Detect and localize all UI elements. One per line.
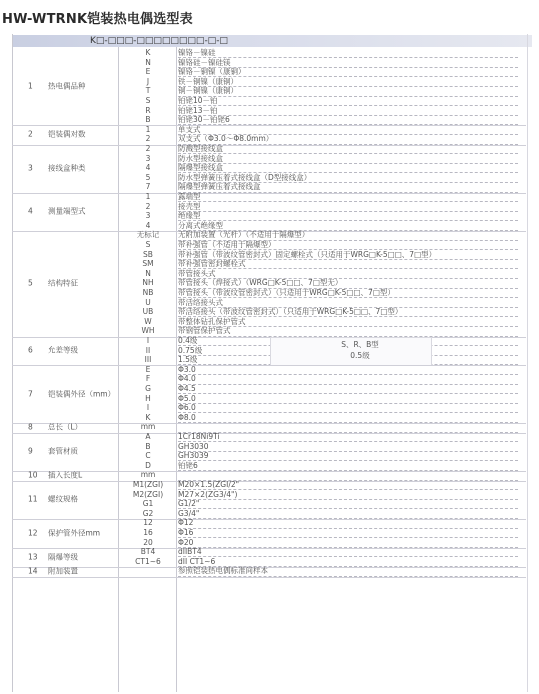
option-description: Φ5.0 [178,393,196,403]
option-code: J [146,76,150,86]
option-code: N [145,57,151,67]
option-code: E [145,67,151,77]
group-divider [12,433,526,434]
option-code: CT1~6 [135,556,161,566]
group-number: 1 [28,81,33,91]
group-name: 接线盒种类 [48,163,86,173]
group-divider [12,145,526,146]
option-description: 带补强管（带波纹管密封式）固定螺栓式（只适用于WRG□K-5□□、7□型） [178,249,437,259]
option-code: 3 [145,211,151,221]
option-code: G1 [142,499,154,509]
option-code: A [145,432,151,441]
group-number: 8 [28,422,33,432]
dashed-row-line [178,105,518,106]
option-code: G [145,384,151,393]
option-description: GH3039 [178,451,209,461]
option-description: Φ6.0 [178,403,196,413]
group-name: 套管材质 [48,446,78,456]
group-name: 螺纹规格 [48,494,78,504]
option-description: 带活络接头式 [178,297,223,307]
option-code: U [145,297,151,307]
group-divider [12,481,526,482]
option-description: 无附加装置（光杆）（不适用于隔爆型） [178,230,310,240]
option-code: M2(ZGI) [132,489,164,499]
dashed-row-line [178,201,518,202]
option-code: N [145,268,151,278]
model-code-header: K□-□□□-□□□□□□□□-□-□ [90,36,228,46]
group-number: 10 [28,470,38,480]
option-code: 无标记 [136,230,160,240]
group-number: 5 [28,278,33,288]
option-code: B [145,441,151,451]
dashed-row-line [178,528,518,529]
option-description: Φ20 [178,537,194,547]
option-description: 带钢管保护管式 [178,326,231,336]
option-code: E [145,364,151,374]
option-description: 接壳型 [178,201,201,211]
option-code: 3 [145,153,151,163]
group-divider [12,471,526,472]
group-number: 14 [28,566,38,576]
dashed-row-line [178,403,518,404]
option-description: 铂铑6 [178,460,198,470]
option-code: 2 [145,134,151,144]
option-description: 1Cr18Ni9Ti [178,432,220,441]
option-description: 镍铬－镍硅 [178,48,216,57]
dashed-row-line [178,508,518,509]
group-name: 结构特征 [48,278,78,288]
dashed-row-line [178,441,518,442]
group-divider [12,125,526,126]
group-divider [12,423,526,424]
tolerance-note: S、R、B型 [341,340,379,349]
group-number: 13 [28,552,38,562]
dashed-row-line [178,384,518,385]
option-description: 0.75级 [178,345,203,355]
group-name: 测量端型式 [48,206,86,216]
option-description: 分离式绝缘型 [178,220,223,230]
option-code: 4 [145,163,151,173]
option-code: 2 [145,201,151,211]
group-divider [12,519,526,520]
dashed-row-line [178,393,518,394]
option-description: 1.5级 [178,355,198,365]
option-description: 带整体钻孔保护管式 [178,316,246,326]
dashed-row-line [178,537,518,538]
option-description: Φ16 [178,528,194,537]
option-code: 4 [145,220,151,230]
option-code: mm [140,470,156,480]
option-code: 2 [145,144,151,153]
option-code: M1(ZGI) [132,480,164,489]
group-number: 2 [28,129,33,139]
option-description: Φ8.0 [178,412,196,422]
option-description: 带管接头（焊接式）（WRG□K-5□□、7□型无） [178,278,343,288]
option-description: 0.4级 [178,336,198,345]
option-code: BT4 [140,547,156,557]
option-description: G1/2" [178,499,200,509]
dashed-row-line [178,268,518,269]
option-code: T [145,86,151,96]
option-code: 7 [145,182,151,192]
option-description: 带活络接头（带波纹管密封式）（只适用于WRG□K-5□□、7□型） [178,307,403,317]
dashed-row-line [178,153,518,154]
group-number: 9 [28,446,33,456]
option-description: Φ12 [178,518,194,528]
option-code: UB [142,307,154,317]
option-description: Φ4.0 [178,374,196,384]
dashed-row-line [178,412,518,413]
option-code: NB [142,288,154,297]
option-description: M27×2(ZG3/4") [178,489,238,499]
group-divider [12,365,526,366]
group-number: 12 [28,528,38,538]
option-description: Φ4.5 [178,384,196,393]
option-code: C [145,451,151,461]
option-code: S [145,96,151,105]
option-description: 参照铠装热电偶标准间样本 [178,566,268,576]
option-code: I [146,336,150,345]
option-description: 防水型弹簧压着式接线盒（D型接线盒） [178,172,312,182]
option-code: K [145,412,151,422]
option-code: D [145,460,151,470]
dashed-row-line [178,96,518,97]
option-code: NH [142,278,154,288]
group-name: 附加装置 [48,566,78,576]
option-code: SM [142,259,154,269]
option-description: 铂铑13－铂 [178,105,218,115]
option-code: I [146,403,150,413]
dashed-row-line [178,451,518,452]
group-divider [12,577,526,578]
group-name: 总长（L） [48,422,83,432]
group-name: 热电偶品种 [48,81,86,91]
dashed-row-line [178,374,518,375]
option-description: 带管接头式 [178,268,216,278]
option-description: 单支式 [178,124,201,134]
option-code: S [145,240,151,249]
group-divider [12,337,526,338]
option-description: dII CT1~6 [178,556,216,566]
option-description: 铂铑30－铂铑6 [178,115,230,125]
option-description: 露端型 [178,192,201,201]
option-code: W [144,316,152,326]
option-code: 16 [143,528,153,537]
group-divider [12,193,526,194]
dashed-row-line [178,220,518,221]
group-number: 6 [28,345,33,355]
option-code: B [145,115,151,125]
option-description: 铂铑10－铂 [178,96,218,105]
option-code: G2 [142,508,154,518]
option-code: 12 [143,518,153,528]
dashed-row-line [178,163,518,164]
option-code: mm [140,422,156,432]
option-code: II [145,345,151,355]
option-description: dIIBT4 [178,547,202,557]
option-description: 双支式（Φ3.0～Φ8.0mm） [178,134,274,144]
page-title: HW-WTRNK铠装热电偶选型表 [2,12,193,27]
option-code: 1 [145,192,151,201]
group-name: 隔爆等级 [48,552,78,562]
option-code: 20 [143,537,153,547]
option-description: Φ3.0 [178,364,196,374]
group-name: 保护管外径mm [48,528,101,538]
option-code: WH [141,326,155,336]
option-code: F [145,374,151,384]
option-code: 1 [145,124,151,134]
option-description: 镍铬－铜镍（康铜） [178,67,246,77]
dashed-row-line [178,460,518,461]
group-name: 铠装偶外径（mm） [48,389,116,399]
group-number: 7 [28,389,33,399]
group-name: 铠装偶对数 [48,129,86,139]
option-description: 隔爆型接线盒 [178,163,223,173]
group-name: 插入长度L [48,470,83,480]
option-description: M20×1.5(ZGI/2" [178,480,240,489]
option-description: G3/4" [178,508,200,518]
group-number: 11 [28,494,38,504]
option-description: 带管接头（带波纹管密封式）（只适用于WRG□K-5□□、7□型） [178,288,395,297]
dashed-row-line [178,297,518,298]
option-description: 铁－铜镍（康铜） [178,76,238,86]
option-code: III [144,355,152,365]
group-divider [12,548,526,549]
dashed-row-line [178,499,518,500]
option-description: 铜－铜镍（康铜） [178,86,238,96]
option-description: 带补强管密封螺栓式 [178,259,246,269]
option-description: 防水型接线盒 [178,153,223,163]
option-code: SB [143,249,153,259]
group-number: 4 [28,206,33,216]
option-description: 镍铬硅－镍硅镁 [178,57,231,67]
option-code: 5 [145,172,151,182]
option-description: 隔爆型弹簧压着式接线盒 [178,182,261,192]
option-code: R [145,105,151,115]
group-divider [12,567,526,568]
dashed-row-line [178,211,518,212]
group-name: 允差等级 [48,345,78,355]
option-description: 防溅型接线盒 [178,144,223,153]
dashed-row-line [178,556,518,557]
tolerance-note: 0.5级 [350,351,370,360]
group-number: 3 [28,163,33,173]
option-code: K [145,48,151,57]
option-code: H [145,393,151,403]
option-description: 带补强管（不适用于隔爆型） [178,240,276,249]
option-description: GH3030 [178,441,209,451]
option-description: 绝缘型 [178,211,201,221]
